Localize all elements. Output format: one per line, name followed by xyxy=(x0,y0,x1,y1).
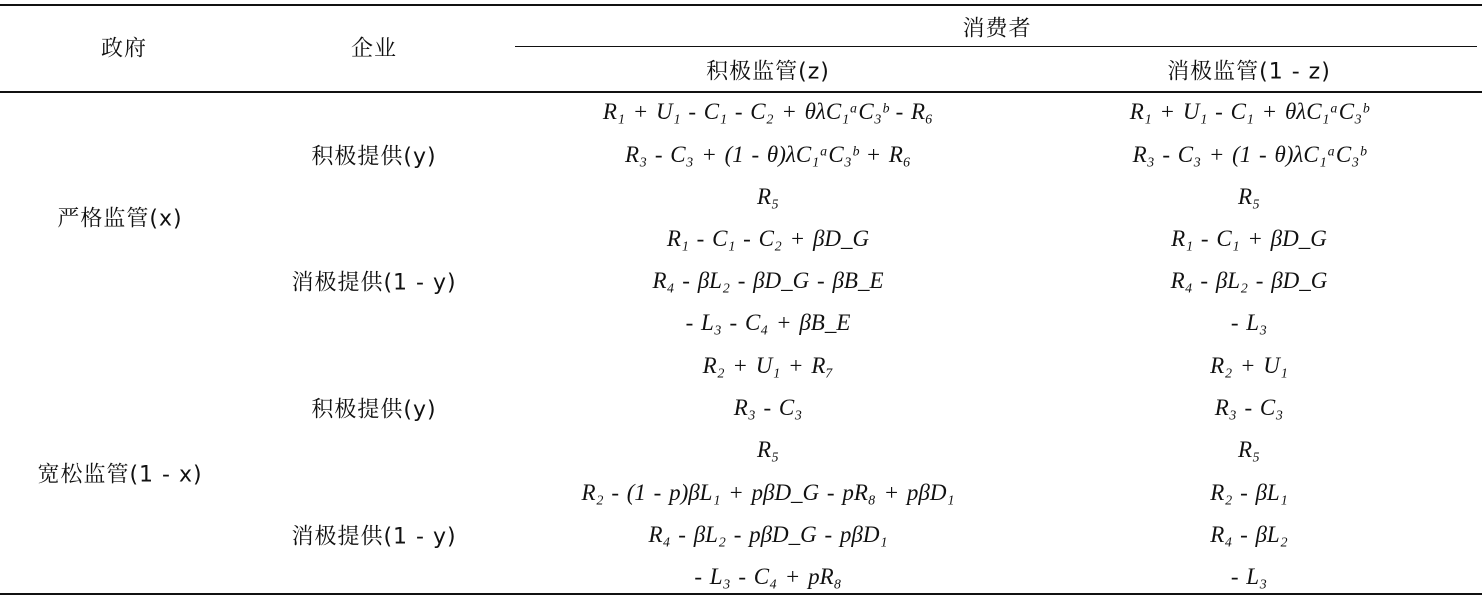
table-header-rule xyxy=(0,91,1482,93)
payoff-cell: R₅ xyxy=(1237,437,1261,462)
payoff-cell: R₂ + U₁ xyxy=(1210,353,1288,378)
payoff-cell: R₃ - C₃ + (1 - θ)λC₁ᵃC₃ᵇ xyxy=(1132,142,1366,167)
payoff-cell: R₁ - C₁ + βD_G xyxy=(1171,226,1327,251)
header-government: 政府 xyxy=(100,36,148,62)
payoff-cell: R₅ xyxy=(756,437,780,462)
row-ent-positive: 积极提供(y) xyxy=(311,144,437,170)
consumer-subheader-rule xyxy=(515,46,1477,47)
row-gov-strict: 严格监管(x) xyxy=(57,206,183,232)
payoff-cell: R₁ + U₁ - C₁ - C₂ + θλC₁ᵃC₃ᵇ - R₆ xyxy=(602,99,934,124)
payoff-cell: - L₃ xyxy=(1230,564,1268,589)
payoff-cell: - L₃ - C₄ + βB_E xyxy=(685,310,851,335)
row-ent-positive: 积极提供(y) xyxy=(311,397,437,423)
payoff-cell: - L₃ - C₄ + pR₈ xyxy=(694,564,842,589)
payoff-cell: R₅ xyxy=(1237,184,1261,209)
header-consumer: 消费者 xyxy=(962,16,1032,42)
payoff-cell: R₃ - C₃ + (1 - θ)λC₁ᵃC₃ᵇ + R₆ xyxy=(625,142,911,167)
header-consumer-negative: 消极监管(1 - z) xyxy=(1167,59,1331,85)
payoff-cell: R₄ - βL₂ - βD_G - βB_E xyxy=(652,268,884,293)
payoff-cell: R₃ - C₃ xyxy=(733,395,803,420)
row-gov-loose: 宽松监管(1 - x) xyxy=(37,462,203,488)
payoff-cell: R₅ xyxy=(756,184,780,209)
payoff-cell: R₄ - βL₂ - βD_G xyxy=(1170,268,1328,293)
table-top-rule xyxy=(0,4,1482,6)
row-ent-negative: 消极提供(1 - y) xyxy=(291,270,457,296)
payoff-cell: R₂ - βL₁ xyxy=(1210,480,1288,505)
header-consumer-positive: 积极监管(z) xyxy=(706,59,830,85)
payoff-cell: R₄ - βL₂ - pβD_G - pβD₁ xyxy=(648,522,888,547)
payoff-cell: R₄ - βL₂ xyxy=(1210,522,1288,547)
payoff-cell: R₁ - C₁ - C₂ + βD_G xyxy=(666,226,870,251)
table-bottom-rule xyxy=(0,593,1482,595)
payoff-cell: R₂ + U₁ + R₇ xyxy=(702,353,834,378)
row-ent-negative: 消极提供(1 - y) xyxy=(291,524,457,550)
header-enterprise: 企业 xyxy=(350,36,398,62)
payoff-cell: R₂ - (1 - p)βL₁ + pβD_G - pR₈ + pβD₁ xyxy=(581,480,955,505)
payoff-cell: - L₃ xyxy=(1230,310,1268,335)
payoff-cell: R₃ - C₃ xyxy=(1214,395,1284,420)
payoff-cell: R₁ + U₁ - C₁ + θλC₁ᵃC₃ᵇ xyxy=(1129,99,1369,124)
